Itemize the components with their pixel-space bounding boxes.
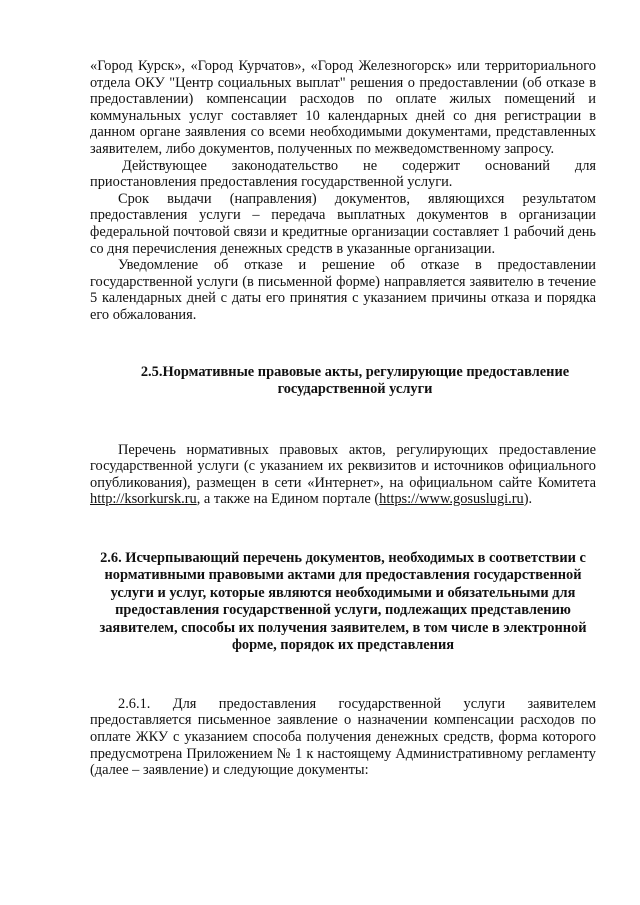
paragraph-issue-term: Срок выдачи (направления) документов, являющихся результатом предоставления услуги – передача выплатных документов в организации федеральной почтовой связи и кредитные организации составляет 1 рабочий день со дня перечисления денежных средств в указанные организации. [90, 190, 596, 257]
gosuslugi-portal-link[interactable]: https://www.gosuslugi.ru [379, 491, 524, 508]
paragraph-no-suspension: Действующее законодательство не содержит оснований для приостановления предоставления государственной услуги. [90, 157, 596, 191]
legal-acts-text-end: ). [523, 491, 533, 508]
section-2-6-heading: 2.6. Исчерпывающий перечень документов, необходимых в соответствии с нормативными правовыми актами для предоставления государственной услуги и услуг, которые являются необходимыми и обязательными для предоставления государственной услуги, подлежащих представлению заявителем, способы их получения заявителем, в том числе в электронной форме, порядок их представления [99, 549, 587, 654]
paragraph-legal-acts-list [90, 442, 596, 508]
paragraph-2-6-1: 2.6.1. Для предоставления государственной услуги заявителем предоставляется письменное заявление о назначении компенсации расходов по оплате ЖКУ с указанием способа получения денежных средств, форма которого предусмотрена Приложением № 1 к настоящему Административному регламенту (далее – заявление) и следующие документы: [90, 695, 596, 779]
document-page [90, 58, 596, 779]
section-2-5-heading: 2.5.Нормативные правовые акты, регулирующие предоставление государственной услуги [140, 363, 570, 397]
committee-site-link[interactable]: http://ksorkursk.ru [90, 491, 197, 508]
paragraph-refusal-notice: Уведомление об отказе и решение об отказе в предоставлении государственной услуги (в письменной форме) направляется заявителю в течение 5 календарных дней с даты его принятия с указанием причины отказа и порядка его обжалования. [90, 257, 596, 323]
paragraph-decision-term: «Город Курск», «Город Курчатов», «Город Железногорск» или территориального отдела ОКУ "Центр социальных выплат" решения о предоставлении (об отказе в предоставлении) компенсации расходов по оплате жилых помещений и коммунальных услуг составляет 10 календарных дней со дня регистрации в данном органе заявления со всеми необходимыми документами, представленных заявителем, либо документов, полученных по межведомственному запросу. [90, 58, 596, 157]
legal-acts-text-mid: , а также на Едином портале ( [196, 491, 380, 508]
legal-acts-text-before: Перечень нормативных правовых актов, регулирующих предоставление государственной услуги (с указанием их реквизитов и источников официального опубликования), размещен в сети «Интернет», на официальном сайте Комитета [90, 441, 596, 491]
